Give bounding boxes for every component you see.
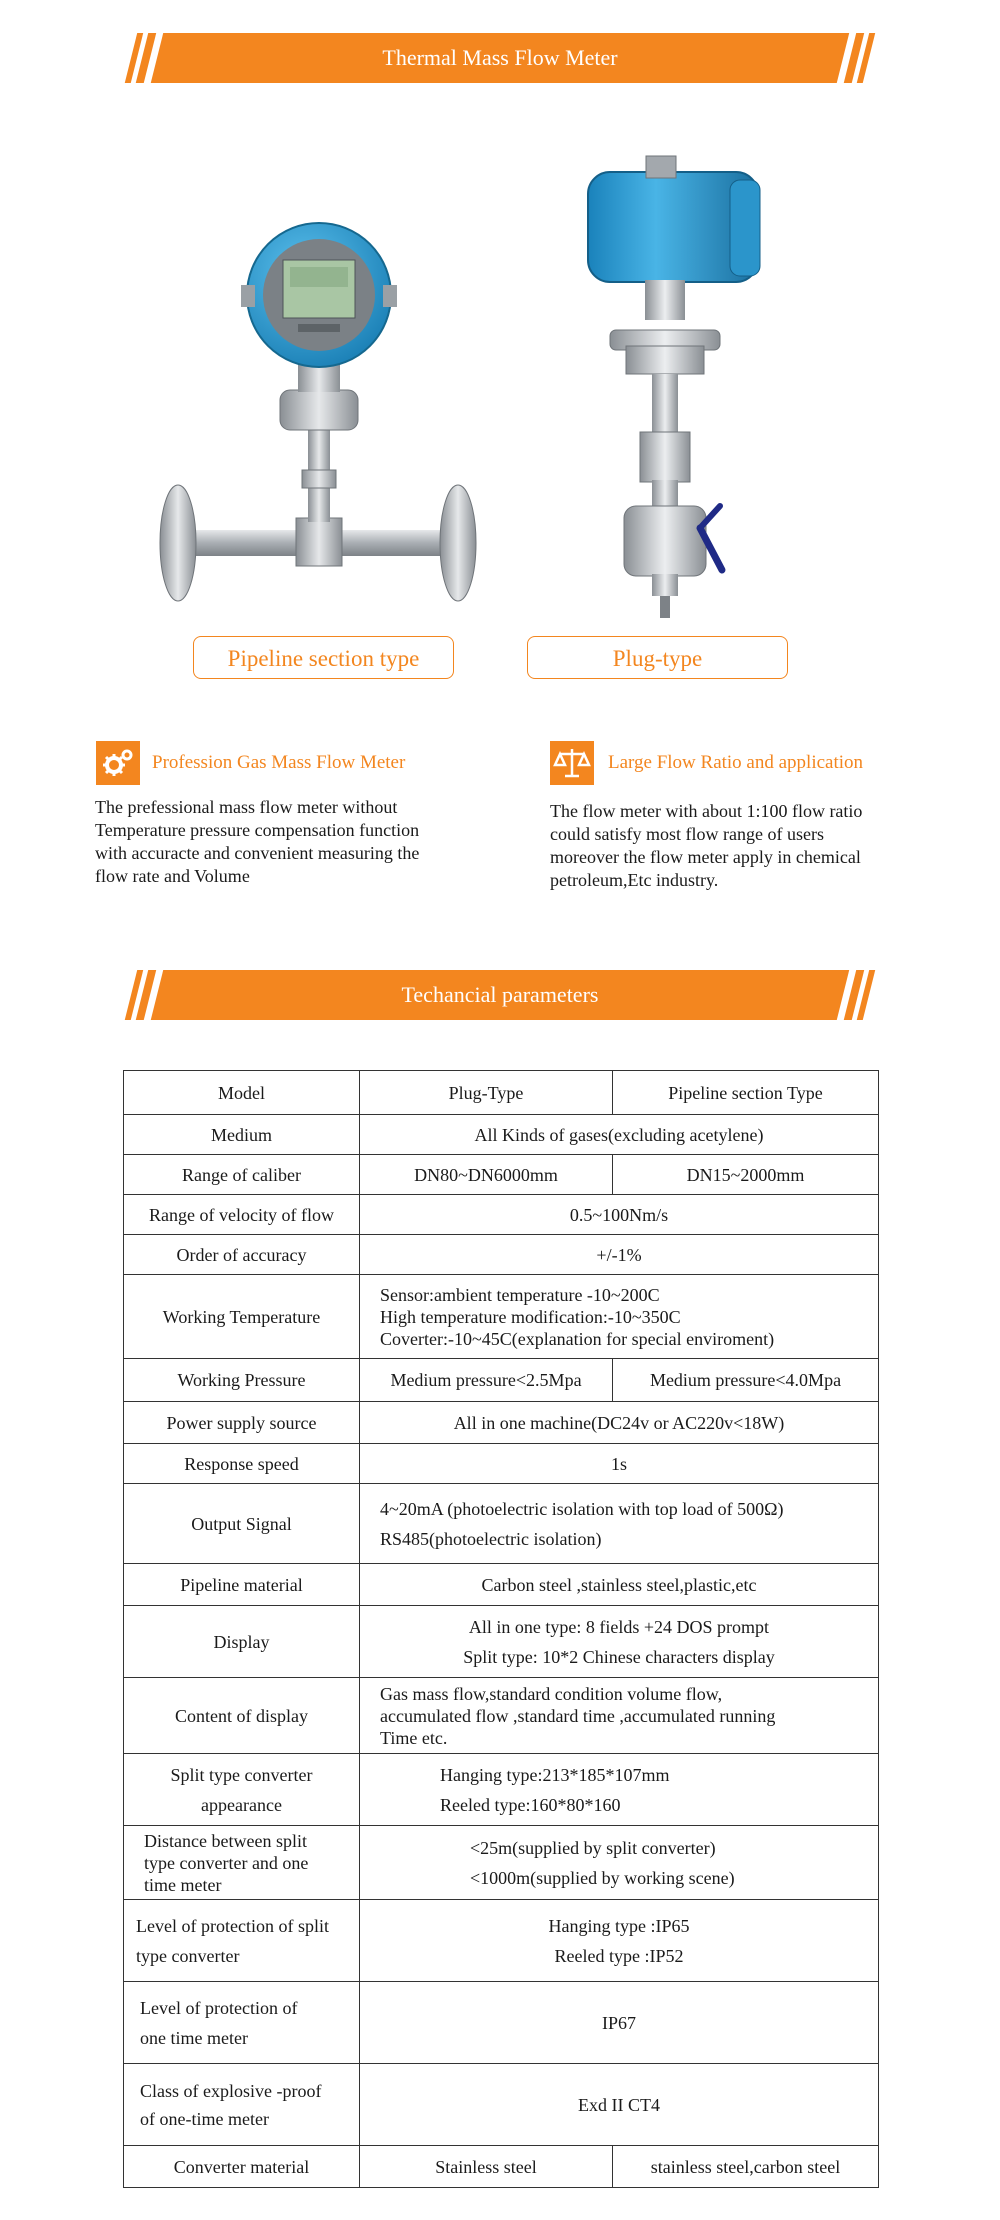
pipeline-section-type-button[interactable]: Pipeline section type xyxy=(193,636,454,679)
row-label: Response speed xyxy=(124,1444,360,1484)
table-row xyxy=(124,1444,879,1484)
cell-line: Split type: 10*2 Chinese characters display xyxy=(463,1646,775,1667)
cell-value: Exd II CT4 xyxy=(360,2064,879,2146)
table-row xyxy=(124,1155,879,1195)
row-label xyxy=(124,2064,360,2146)
feature-title-gas-mass: Profession Gas Mass Flow Meter xyxy=(152,752,406,773)
feature-text-flow-ratio xyxy=(550,800,862,892)
table-row xyxy=(124,2064,879,2146)
row-label: Model xyxy=(124,1071,360,1115)
label-line: one time meter xyxy=(140,2027,248,2048)
feature-line: could satisfy most flow range of users xyxy=(550,824,824,844)
cell-line: <25m(supplied by split converter) xyxy=(470,1837,716,1858)
banner-title: Techancial parameters xyxy=(401,982,599,1007)
feature-title-flow-ratio: Large Flow Ratio and application xyxy=(608,752,864,773)
table-row xyxy=(124,1678,879,1754)
feature-line: The flow meter with about 1:100 flow ratio xyxy=(550,801,863,821)
label-line: type converter xyxy=(136,1945,240,1966)
row-label xyxy=(124,1982,360,2064)
cell-plug: DN80~DN6000mm xyxy=(360,1155,613,1195)
cell-value: IP67 xyxy=(360,1982,879,2064)
cell-line: Coverter:-10~45C(explanation for special enviroment) xyxy=(380,1328,775,1349)
cell-line: High temperature modification:-10~350C xyxy=(380,1306,681,1327)
cell-line: Hanging type:213*185*107mm xyxy=(440,1764,670,1785)
table-row xyxy=(124,2146,879,2188)
table-row xyxy=(124,1275,879,1359)
feature-text-gas-mass xyxy=(95,796,419,888)
label-line: Distance between split xyxy=(144,1830,307,1851)
plug-type-button[interactable]: Plug-type xyxy=(527,636,788,679)
label-line: appearance xyxy=(201,1794,282,1815)
label-line: of one-time meter xyxy=(140,2108,269,2129)
cell-value xyxy=(360,1678,879,1754)
cell-pipeline: DN15~2000mm xyxy=(613,1155,879,1195)
table-row xyxy=(124,1071,879,1115)
row-label: Power supply source xyxy=(124,1402,360,1444)
cell-value: Carbon steel ,stainless steel,plastic,etc xyxy=(360,1564,879,1606)
row-label: Working Pressure xyxy=(124,1359,360,1402)
cell-line: RS485(photoelectric isolation) xyxy=(380,1528,602,1549)
table-row xyxy=(124,1900,879,1982)
table-row xyxy=(124,1484,879,1564)
cell-value xyxy=(360,1826,879,1900)
cell-value xyxy=(360,1900,879,1982)
cell-line: Hanging type :IP65 xyxy=(548,1915,690,1936)
cell-value xyxy=(360,1275,879,1359)
cell-pipeline: Medium pressure<4.0Mpa xyxy=(613,1359,879,1402)
feature-line: with accuracte and convenient measuring the xyxy=(95,843,420,863)
cell-value xyxy=(360,1606,879,1678)
row-label: Converter material xyxy=(124,2146,360,2188)
table-row xyxy=(124,1606,879,1678)
row-label xyxy=(124,1900,360,1982)
cell-line: Gas mass flow,standard condition volume flow, xyxy=(380,1683,723,1704)
table-row xyxy=(124,1359,879,1402)
cell-value: All Kinds of gases(excluding acetylene) xyxy=(360,1115,879,1155)
cell-line: Sensor:ambient temperature -10~200C xyxy=(380,1284,660,1305)
cell-pipeline: stainless steel,carbon steel xyxy=(613,2146,879,2188)
row-label xyxy=(124,1754,360,1826)
feature-line: Temperature pressure compensation function xyxy=(95,820,420,840)
label-line: Class of explosive -proof xyxy=(140,2080,322,2101)
params-banner xyxy=(125,970,875,1020)
label-line: Level of protection of split xyxy=(136,1915,329,1936)
label-line: Level of protection of xyxy=(140,1997,298,2018)
cell-value xyxy=(360,1754,879,1826)
row-label: Order of accuracy xyxy=(124,1235,360,1275)
gears-icon xyxy=(96,741,140,785)
row-label: Medium xyxy=(124,1115,360,1155)
balance-scale-icon xyxy=(550,741,594,785)
top-banner xyxy=(125,33,875,83)
row-label: Display xyxy=(124,1606,360,1678)
cell-line: Time etc. xyxy=(380,1727,448,1748)
row-label: Output Signal xyxy=(124,1484,360,1564)
cell-plug: Medium pressure<2.5Mpa xyxy=(360,1359,613,1402)
cell-value: 0.5~100Nm/s xyxy=(360,1195,879,1235)
cell-value: 1s xyxy=(360,1444,879,1484)
cell-plug: Stainless steel xyxy=(360,2146,613,2188)
table-row xyxy=(124,1115,879,1155)
parameters-table xyxy=(123,1070,879,2188)
cell-plug: Plug-Type xyxy=(360,1071,613,1115)
table-row xyxy=(124,1195,879,1235)
feature-line: The prefessional mass flow meter without xyxy=(95,797,398,817)
cell-value: +/-1% xyxy=(360,1235,879,1275)
row-label: Range of velocity of flow xyxy=(124,1195,360,1235)
row-label xyxy=(124,1826,360,1900)
cell-line: <1000m(supplied by working scene) xyxy=(470,1867,735,1888)
feature-line: flow rate and Volume xyxy=(95,866,250,886)
row-label: Content of display xyxy=(124,1678,360,1754)
cell-value xyxy=(360,1484,879,1564)
row-label: Working Temperature xyxy=(124,1275,360,1359)
cell-line: accumulated flow ,standard time ,accumulated running xyxy=(380,1705,776,1726)
row-label: Pipeline material xyxy=(124,1564,360,1606)
cell-line: 4~20mA (photoelectric isolation with top load of 500Ω) xyxy=(380,1498,784,1519)
cell-line: Reeled type:160*80*160 xyxy=(440,1794,621,1815)
cell-value: All in one machine(DC24v or AC220v<18W) xyxy=(360,1402,879,1444)
banner-title: Thermal Mass Flow Meter xyxy=(382,45,618,70)
cell-line: All in one type: 8 fields +24 DOS prompt xyxy=(468,1616,770,1637)
label-line: time meter xyxy=(144,1874,222,1895)
feature-line: petroleum,Etc industry. xyxy=(550,870,719,890)
cell-pipeline: Pipeline section Type xyxy=(613,1071,879,1115)
table-row xyxy=(124,1235,879,1275)
table-row xyxy=(124,1402,879,1444)
table-row xyxy=(124,1754,879,1826)
plug-meter-image xyxy=(560,150,800,630)
feature-line: moreover the flow meter apply in chemical xyxy=(550,847,861,867)
label-line: Split type converter xyxy=(170,1764,313,1785)
table-row xyxy=(124,1982,879,2064)
pipeline-meter-image xyxy=(148,200,488,620)
label-line: type converter and one xyxy=(144,1852,309,1873)
row-label: Range of caliber xyxy=(124,1155,360,1195)
table-row xyxy=(124,1564,879,1606)
cell-line: Reeled type :IP52 xyxy=(554,1945,684,1966)
table-row xyxy=(124,1826,879,1900)
